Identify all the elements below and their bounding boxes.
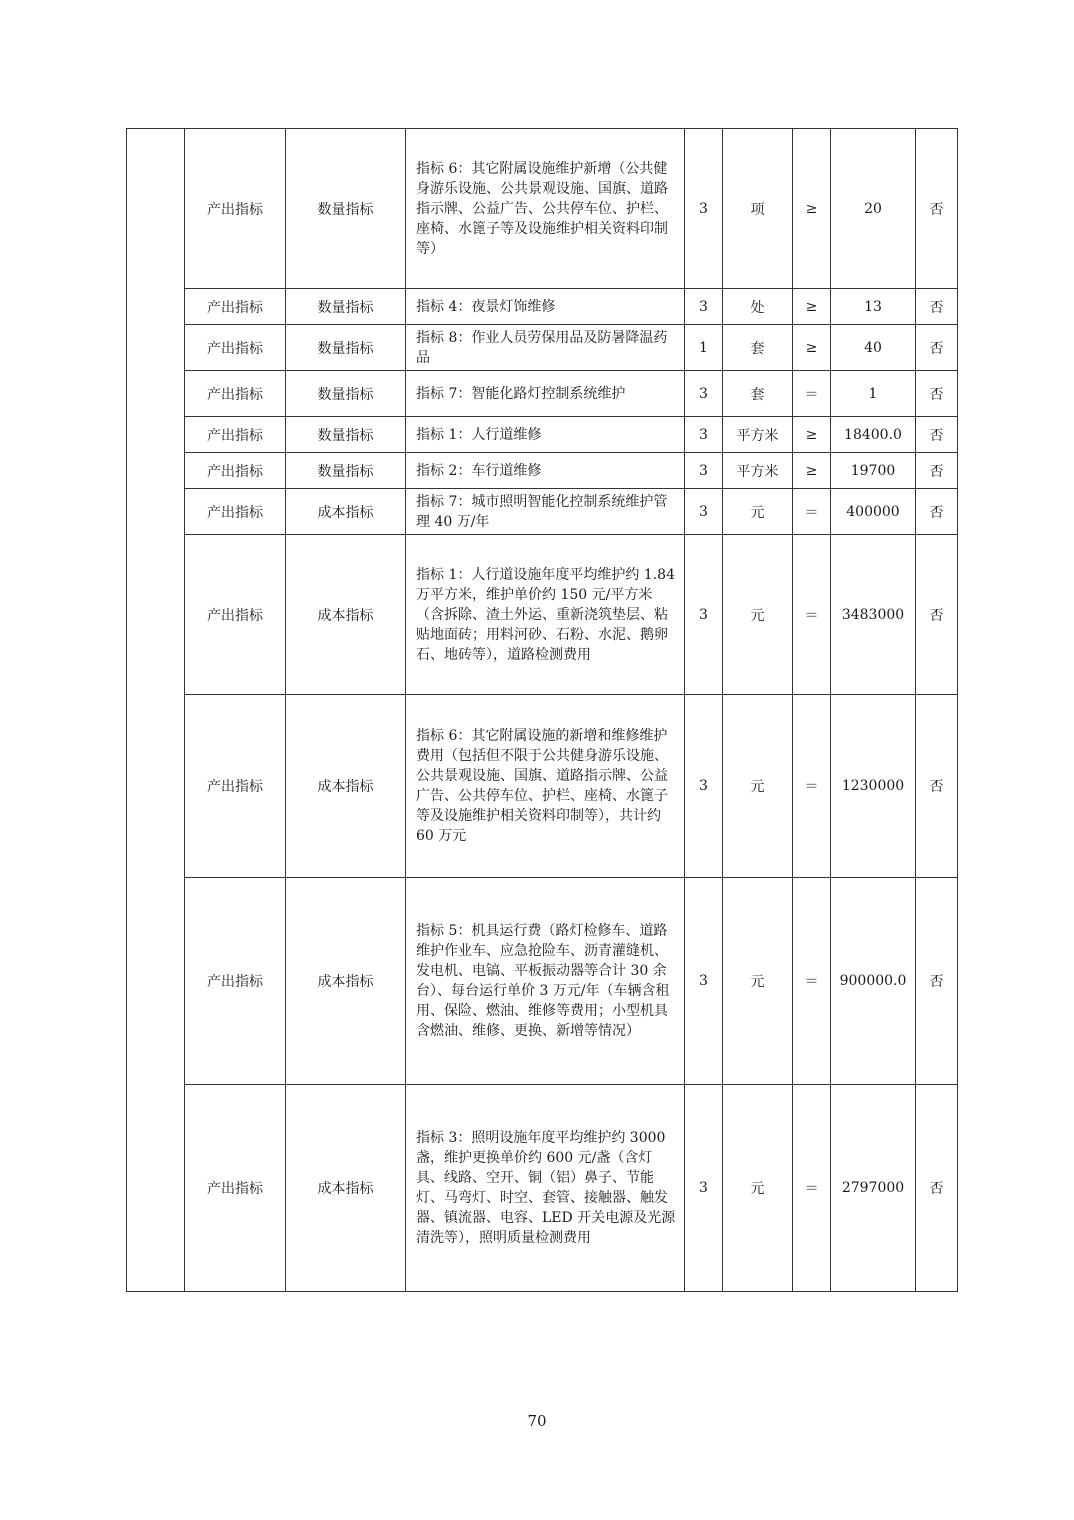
indicator-description-cell: 指标 6：其它附属设施维护新增（公共健身游乐设施、公共景观设施、国旗、道路指示牌、公益广告、公共停车位、护栏、座椅、水篦子等及设施维护相关资料印制等） [406,129,685,289]
operator-cell: ＝ [793,695,831,878]
indicator-description-cell: 指标 5：机具运行费（路灯检修车、道路维护作业车、应急抢险车、沥青灌缝机、发电机、电镐、平板振动器等合计 30 余台）、每台运行单价 3 万元/年（车辆含租用、保险、燃油、维修等费用；小型机具含燃油、维修、更换、新增等情况） [406,878,685,1085]
indicator-description-cell: 指标 7：城市照明智能化控制系统维护管理 40 万/年 [406,489,685,535]
level1-indicator-cell: 产出指标 [185,289,286,325]
flag-cell: 否 [916,1085,958,1292]
indicator-description-cell: 指标 2：车行道维修 [406,453,685,489]
weight-cell: 1 [685,325,723,371]
operator-cell: ≥ [793,325,831,371]
flag-cell: 否 [916,878,958,1085]
operator-cell: ＝ [793,371,831,417]
operator-cell: ≥ [793,417,831,453]
operator-cell: ＝ [793,489,831,535]
level1-indicator-cell: 产出指标 [185,1085,286,1292]
level1-indicator-cell: 产出指标 [185,535,286,695]
unit-cell: 套 [723,371,793,417]
indicator-description-cell: 指标 1：人行道维修 [406,417,685,453]
level2-indicator-cell: 数量指标 [286,417,406,453]
target-value-cell: 400000 [831,489,916,535]
weight-cell: 3 [685,453,723,489]
operator-cell: ＝ [793,1085,831,1292]
operator-cell: ≥ [793,453,831,489]
level1-indicator-cell: 产出指标 [185,371,286,417]
level1-indicator-cell: 产出指标 [185,325,286,371]
operator-cell: ＝ [793,878,831,1085]
unit-cell: 元 [723,535,793,695]
merged-first-column-cell [127,129,185,1292]
indicator-description-cell: 指标 1：人行道设施年度平均维护约 1.84 万平方米，维护单价约 150 元/平方米（含拆除、渣土外运、重新浇筑垫层、粘贴地面砖；用料河砂、石粉、水泥、鹅卵石、地砖等），道路检测费用 [406,535,685,695]
table-row [127,129,958,289]
target-value-cell: 40 [831,325,916,371]
target-value-cell: 1 [831,371,916,417]
level1-indicator-cell: 产出指标 [185,489,286,535]
level2-indicator-cell: 成本指标 [286,535,406,695]
indicator-description-cell: 指标 7：智能化路灯控制系统维护 [406,371,685,417]
level2-indicator-cell: 成本指标 [286,1085,406,1292]
flag-cell: 否 [916,289,958,325]
flag-cell: 否 [916,695,958,878]
table-row [127,878,958,1085]
target-value-cell: 3483000 [831,535,916,695]
flag-cell: 否 [916,417,958,453]
unit-cell: 元 [723,489,793,535]
weight-cell: 3 [685,535,723,695]
table-row [127,535,958,695]
unit-cell: 元 [723,695,793,878]
flag-cell: 否 [916,371,958,417]
flag-cell: 否 [916,325,958,371]
flag-cell: 否 [916,129,958,289]
flag-cell: 否 [916,489,958,535]
table-row [127,325,958,371]
weight-cell: 3 [685,371,723,417]
weight-cell: 3 [685,289,723,325]
weight-cell: 3 [685,695,723,878]
target-value-cell: 19700 [831,453,916,489]
level2-indicator-cell: 成本指标 [286,489,406,535]
level1-indicator-cell: 产出指标 [185,878,286,1085]
operator-cell: ≥ [793,289,831,325]
unit-cell: 平方米 [723,417,793,453]
unit-cell: 处 [723,289,793,325]
unit-cell: 元 [723,878,793,1085]
target-value-cell: 13 [831,289,916,325]
flag-cell: 否 [916,535,958,695]
target-value-cell: 1230000 [831,695,916,878]
level2-indicator-cell: 数量指标 [286,371,406,417]
target-value-cell: 18400.0 [831,417,916,453]
target-value-cell: 2797000 [831,1085,916,1292]
unit-cell: 元 [723,1085,793,1292]
table-row [127,289,958,325]
level2-indicator-cell: 成本指标 [286,878,406,1085]
level1-indicator-cell: 产出指标 [185,417,286,453]
unit-cell: 项 [723,129,793,289]
weight-cell: 3 [685,129,723,289]
unit-cell: 套 [723,325,793,371]
level2-indicator-cell: 数量指标 [286,289,406,325]
level2-indicator-cell: 数量指标 [286,325,406,371]
unit-cell: 平方米 [723,453,793,489]
page-number: 70 [527,1412,547,1430]
indicator-description-cell: 指标 6：其它附属设施的新增和维修维护费用（包括但不限于公共健身游乐设施、公共景观设施、国旗、道路指示牌、公益广告、公共停车位、护栏、座椅、水篦子等及设施维护相关资料印制等），共计约 60 万元 [406,695,685,878]
level2-indicator-cell: 成本指标 [286,695,406,878]
indicator-description-cell: 指标 4：夜景灯饰维修 [406,289,685,325]
weight-cell: 3 [685,1085,723,1292]
weight-cell: 3 [685,878,723,1085]
performance-indicator-table [126,128,958,1292]
level2-indicator-cell: 数量指标 [286,453,406,489]
indicator-description-cell: 指标 8：作业人员劳保用品及防暑降温药品 [406,325,685,371]
level1-indicator-cell: 产出指标 [185,695,286,878]
table-row [127,1085,958,1292]
weight-cell: 3 [685,417,723,453]
target-value-cell: 20 [831,129,916,289]
level2-indicator-cell: 数量指标 [286,129,406,289]
table-row [127,453,958,489]
indicator-description-cell: 指标 3：照明设施年度平均维护约 3000 盏，维护更换单价约 600 元/盏（含灯具、线路、空开、铜（铝）鼻子、节能灯、马弯灯、时空、套管、接触器、触发器、镇流器、电容、LED 开关电源及光源清洗等），照明质量检测费用 [406,1085,685,1292]
table-row [127,489,958,535]
operator-cell: ≥ [793,129,831,289]
table-row [127,695,958,878]
level1-indicator-cell: 产出指标 [185,453,286,489]
target-value-cell: 900000.0 [831,878,916,1085]
level1-indicator-cell: 产出指标 [185,129,286,289]
operator-cell: ＝ [793,535,831,695]
flag-cell: 否 [916,453,958,489]
table-row [127,417,958,453]
weight-cell: 3 [685,489,723,535]
table-row [127,371,958,417]
